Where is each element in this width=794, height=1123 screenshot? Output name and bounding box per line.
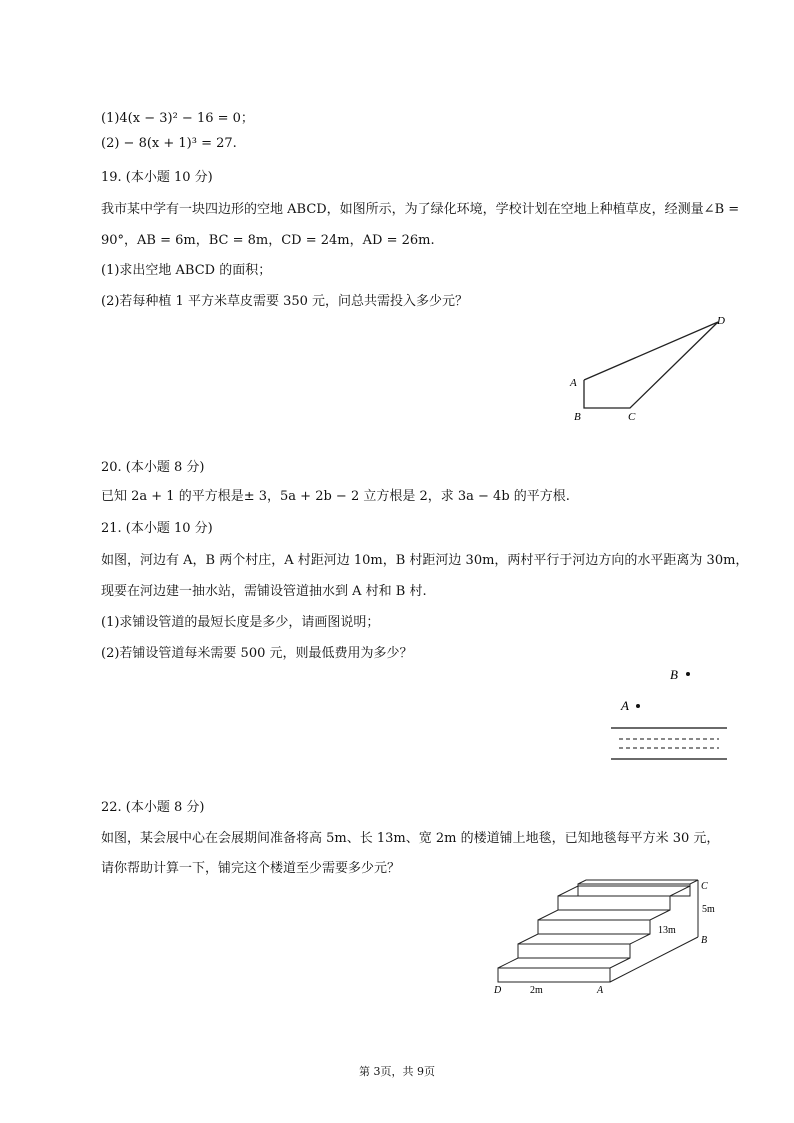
q22-label-b: B [701, 935, 708, 946]
step-4-front [558, 896, 670, 910]
q22-stem-line2: 请你帮助计算一下，铺完这个楼道至少需要多少元？ [101, 861, 401, 876]
q21-heading: 21. (本小题 10 分) [101, 521, 213, 536]
q19-stem-line2: 90°，AB = 6m，BC = 8m，CD = 24m，AD = 26m. [101, 233, 435, 248]
q22-label-a: A [597, 985, 604, 996]
step-5-top [578, 880, 698, 884]
step-1-top [498, 958, 630, 968]
q18-part1: (1)4(x − 3)² − 16 = 0； [101, 111, 254, 126]
q19-label-b: B [574, 411, 581, 423]
q22-label-width: 2m [530, 985, 543, 996]
q20-heading: 20. (本小题 8 分) [101, 460, 205, 475]
step-2-top [518, 934, 650, 944]
q21-sub2: (2)若铺设管道每米需要 500 元，则最低费用为多少？ [101, 646, 413, 661]
q22-stem-line1: 如图，某会展中心在会展期间准备将高 5m、长 13m、宽 2m 的楼道铺上地毯，已知地毯每平方米 30 元， [101, 831, 720, 846]
q22-staircase-figure [488, 875, 718, 1000]
q21-river-figure [605, 660, 735, 770]
q19-heading: 19. (本小题 10 分) [101, 170, 213, 185]
q21-stem-line1: 如图，河边有 A，B 两个村庄，A 村距河边 10m，B 村距河边 30m，两村平行于河边方向的水平距离为 30m， [101, 553, 749, 568]
q21-sub1: (1)求铺设管道的最短长度是多少，请画图说明； [101, 615, 380, 630]
village-a-dot [636, 704, 640, 708]
step-3-front [538, 920, 650, 934]
page-footer: 第 3页，共 9页 [359, 1065, 435, 1078]
q22-label-height: 5m [702, 904, 715, 915]
q19-sub1: (1)求出空地 ABCD 的面积； [101, 263, 272, 278]
q21-stem-line2: 现要在河边建一抽水站，需铺设管道抽水到 A 村和 B 村. [101, 584, 427, 599]
step-2-front [518, 944, 630, 958]
step-3-top [538, 910, 670, 920]
q22-label-length: 13m [658, 925, 676, 936]
q19-stem-line1: 我市某中学有一块四边形的空地 ABCD，如图所示，为了绿化环境，学校计划在空地上种植草皮，经测量∠B = [101, 202, 740, 217]
q22-label-d: D [494, 985, 502, 996]
q21-label-a: A [621, 698, 629, 713]
q18-part2: (2) − 8(x + 1)³ = 27. [101, 136, 237, 151]
village-b-dot [686, 672, 690, 676]
q20-stem: 已知 2a + 1 的平方根是± 3，5a + 2b − 2 立方根是 2，求 3a − 4b 的平方根. [101, 489, 570, 504]
q19-quadrilateral-figure [560, 310, 740, 425]
q21-label-b: B [670, 667, 678, 682]
q19-label-d: D [717, 315, 725, 327]
q19-sub2: (2)若每种植 1 平方米草皮需要 350 元，问总共需投入多少元？ [101, 294, 469, 309]
q22-heading: 22. (本小题 8 分) [101, 800, 205, 815]
q19-label-c: C [628, 411, 636, 423]
step-1-front [498, 968, 610, 982]
q22-label-c: C [701, 881, 708, 892]
q19-label-a: A [570, 377, 577, 389]
